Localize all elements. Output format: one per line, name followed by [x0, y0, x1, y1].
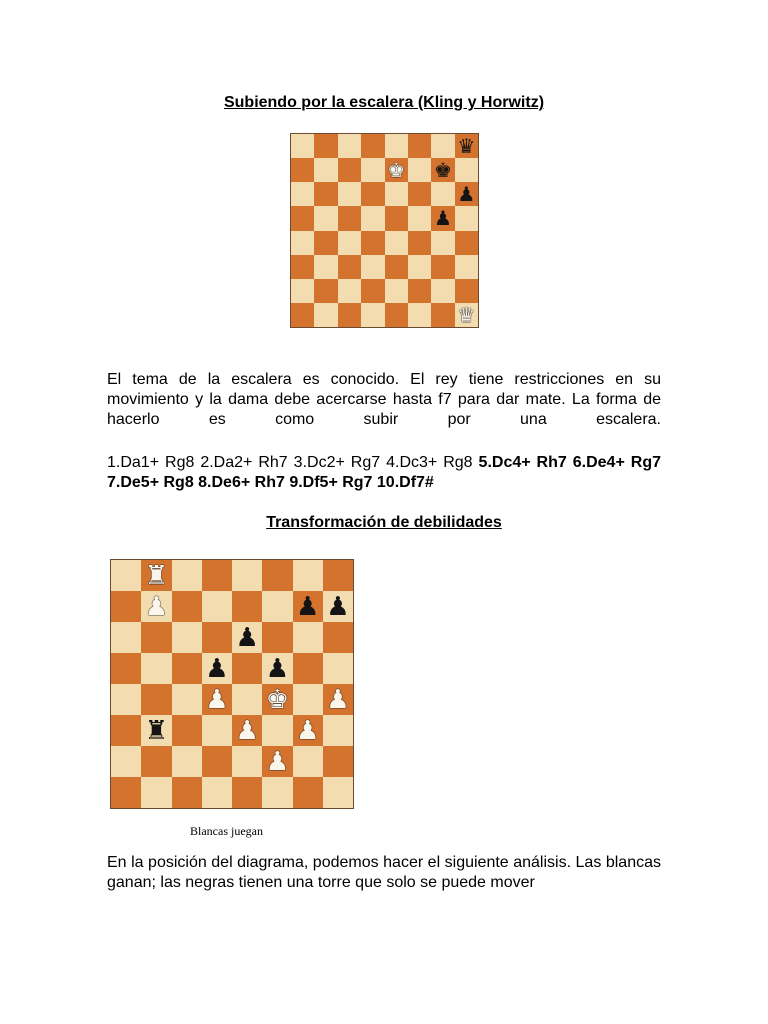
white-king-icon: ♚ [387, 158, 406, 183]
square-a7 [111, 591, 141, 622]
square-g3 [293, 715, 323, 746]
square-c4 [338, 231, 361, 255]
square-g5 [431, 206, 454, 230]
square-d5 [361, 206, 384, 230]
square-d1 [361, 303, 384, 327]
square-d6 [361, 182, 384, 206]
square-b6 [141, 622, 171, 653]
square-g7 [293, 591, 323, 622]
square-e8 [232, 560, 262, 591]
square-c4 [172, 684, 202, 715]
square-c5 [172, 653, 202, 684]
square-f4 [408, 231, 431, 255]
square-c1 [338, 303, 361, 327]
diagram-caption: Blancas juegan [190, 824, 263, 838]
square-d2 [361, 279, 384, 303]
square-b2 [314, 279, 337, 303]
chess-diagram-weaknesses [110, 559, 354, 809]
square-e1 [232, 777, 262, 808]
square-a6 [291, 182, 314, 206]
square-e1 [385, 303, 408, 327]
square-b7 [314, 158, 337, 182]
square-e3 [232, 715, 262, 746]
white-pawn-icon: ♟ [205, 684, 229, 715]
white-pawn-icon: ♟ [144, 591, 169, 622]
square-a5 [291, 206, 314, 230]
square-f1 [408, 303, 431, 327]
square-e8 [385, 134, 408, 158]
square-h1 [455, 303, 478, 327]
square-f8 [408, 134, 431, 158]
square-a1 [291, 303, 314, 327]
square-f6 [408, 182, 431, 206]
square-c8 [338, 134, 361, 158]
square-e5 [385, 206, 408, 230]
analysis-paragraph: En la posición del diagrama, podemos hacer el siguiente análisis. Las blancas ganan; las negras tienen una torre que solo se puede mover [107, 854, 661, 891]
square-e2 [232, 746, 262, 777]
square-h1 [323, 777, 353, 808]
square-e2 [385, 279, 408, 303]
square-d3 [361, 255, 384, 279]
square-g8 [293, 560, 323, 591]
black-queen-icon: ♛ [457, 134, 476, 159]
square-c7 [172, 591, 202, 622]
square-f6 [262, 622, 292, 653]
white-king-icon: ♚ [265, 684, 290, 715]
square-g5 [293, 653, 323, 684]
square-a4 [291, 231, 314, 255]
square-h2 [455, 279, 478, 303]
square-e6 [232, 622, 262, 653]
square-e4 [385, 231, 408, 255]
square-g6 [431, 182, 454, 206]
square-b4 [141, 684, 171, 715]
white-queen-icon: ♛ [457, 302, 476, 327]
square-c6 [172, 622, 202, 653]
square-g2 [293, 746, 323, 777]
square-g1 [431, 303, 454, 327]
square-a3 [111, 715, 141, 746]
square-c5 [338, 206, 361, 230]
square-h7 [455, 158, 478, 182]
section-title-staircase: Subiendo por la escalera (Kling y Horwitz) [223, 94, 545, 111]
square-h2 [323, 746, 353, 777]
square-e4 [232, 684, 262, 715]
square-g1 [293, 777, 323, 808]
white-pawn-icon: ♟ [265, 746, 290, 777]
square-e3 [385, 255, 408, 279]
square-b2 [141, 746, 171, 777]
square-a1 [111, 777, 141, 808]
move-sequence [107, 453, 661, 493]
black-pawn-icon: ♟ [235, 622, 259, 653]
moves-bold: 5.Dc4+ Rh7 6.De4+ Rg7 7.De5+ Rg8 8.De6+ Rh7 9.Df5+ Rg7 10.Df7# [107, 454, 661, 491]
square-d7 [361, 158, 384, 182]
square-d8 [361, 134, 384, 158]
square-b7 [141, 591, 171, 622]
square-d8 [202, 560, 232, 591]
white-pawn-icon: ♟ [295, 715, 320, 746]
black-pawn-icon: ♟ [433, 206, 452, 231]
black-pawn-icon: ♟ [295, 591, 320, 622]
square-a8 [291, 134, 314, 158]
square-h8 [455, 134, 478, 158]
square-f7 [408, 158, 431, 182]
square-d3 [202, 715, 232, 746]
square-h6 [455, 182, 478, 206]
square-a2 [291, 279, 314, 303]
square-h7 [323, 591, 353, 622]
square-d6 [202, 622, 232, 653]
white-pawn-icon: ♟ [235, 715, 259, 746]
black-pawn-icon: ♟ [457, 182, 476, 207]
black-pawn-icon: ♟ [326, 591, 350, 622]
square-f2 [408, 279, 431, 303]
moves-plain: 1.Da1+ Rg8 2.Da2+ Rh7 3.Dc2+ Rg7 4.Dc3+ Rg8 [107, 454, 479, 471]
white-rook-icon: ♜ [144, 560, 169, 591]
square-h4 [323, 684, 353, 715]
square-h4 [455, 231, 478, 255]
square-f1 [262, 777, 292, 808]
black-pawn-icon: ♟ [205, 653, 229, 684]
square-e7 [385, 158, 408, 182]
square-d5 [202, 653, 232, 684]
square-a5 [111, 653, 141, 684]
square-b8 [314, 134, 337, 158]
square-f5 [262, 653, 292, 684]
square-b1 [314, 303, 337, 327]
square-f7 [262, 591, 292, 622]
square-a4 [111, 684, 141, 715]
square-a3 [291, 255, 314, 279]
square-e5 [232, 653, 262, 684]
square-e6 [385, 182, 408, 206]
square-b5 [314, 206, 337, 230]
chess-diagram-staircase [290, 133, 479, 328]
square-f5 [408, 206, 431, 230]
black-king-icon: ♚ [433, 158, 452, 183]
square-b6 [314, 182, 337, 206]
square-a8 [111, 560, 141, 591]
square-b5 [141, 653, 171, 684]
square-c8 [172, 560, 202, 591]
square-f8 [262, 560, 292, 591]
square-d4 [202, 684, 232, 715]
square-f3 [408, 255, 431, 279]
black-pawn-icon: ♟ [265, 653, 290, 684]
square-b4 [314, 231, 337, 255]
square-c3 [172, 715, 202, 746]
square-b8 [141, 560, 171, 591]
square-g4 [293, 684, 323, 715]
square-c7 [338, 158, 361, 182]
square-c2 [172, 746, 202, 777]
square-b3 [141, 715, 171, 746]
square-c2 [338, 279, 361, 303]
section-title-weaknesses: Transformación de debilidades [266, 514, 502, 531]
square-c3 [338, 255, 361, 279]
square-g2 [431, 279, 454, 303]
black-rook-icon: ♜ [144, 715, 169, 746]
square-a2 [111, 746, 141, 777]
square-d4 [361, 231, 384, 255]
square-d7 [202, 591, 232, 622]
square-b1 [141, 777, 171, 808]
white-pawn-icon: ♟ [326, 684, 350, 715]
square-h6 [323, 622, 353, 653]
staircase-description: El tema de la escalera es conocido. El rey tiene restricciones en su movimiento y la dama debe acercarse hasta f7 para dar mate. La forma de hacerlo es como subir por una escalera. [107, 371, 661, 428]
square-h5 [323, 653, 353, 684]
square-f3 [262, 715, 292, 746]
square-g6 [293, 622, 323, 653]
square-d2 [202, 746, 232, 777]
square-g8 [431, 134, 454, 158]
square-a6 [111, 622, 141, 653]
square-h8 [323, 560, 353, 591]
square-f4 [262, 684, 292, 715]
square-b3 [314, 255, 337, 279]
square-e7 [232, 591, 262, 622]
square-g7 [431, 158, 454, 182]
square-h3 [455, 255, 478, 279]
square-h5 [455, 206, 478, 230]
square-a7 [291, 158, 314, 182]
square-h3 [323, 715, 353, 746]
square-c6 [338, 182, 361, 206]
square-g3 [431, 255, 454, 279]
square-f2 [262, 746, 292, 777]
square-c1 [172, 777, 202, 808]
square-d1 [202, 777, 232, 808]
square-g4 [431, 231, 454, 255]
